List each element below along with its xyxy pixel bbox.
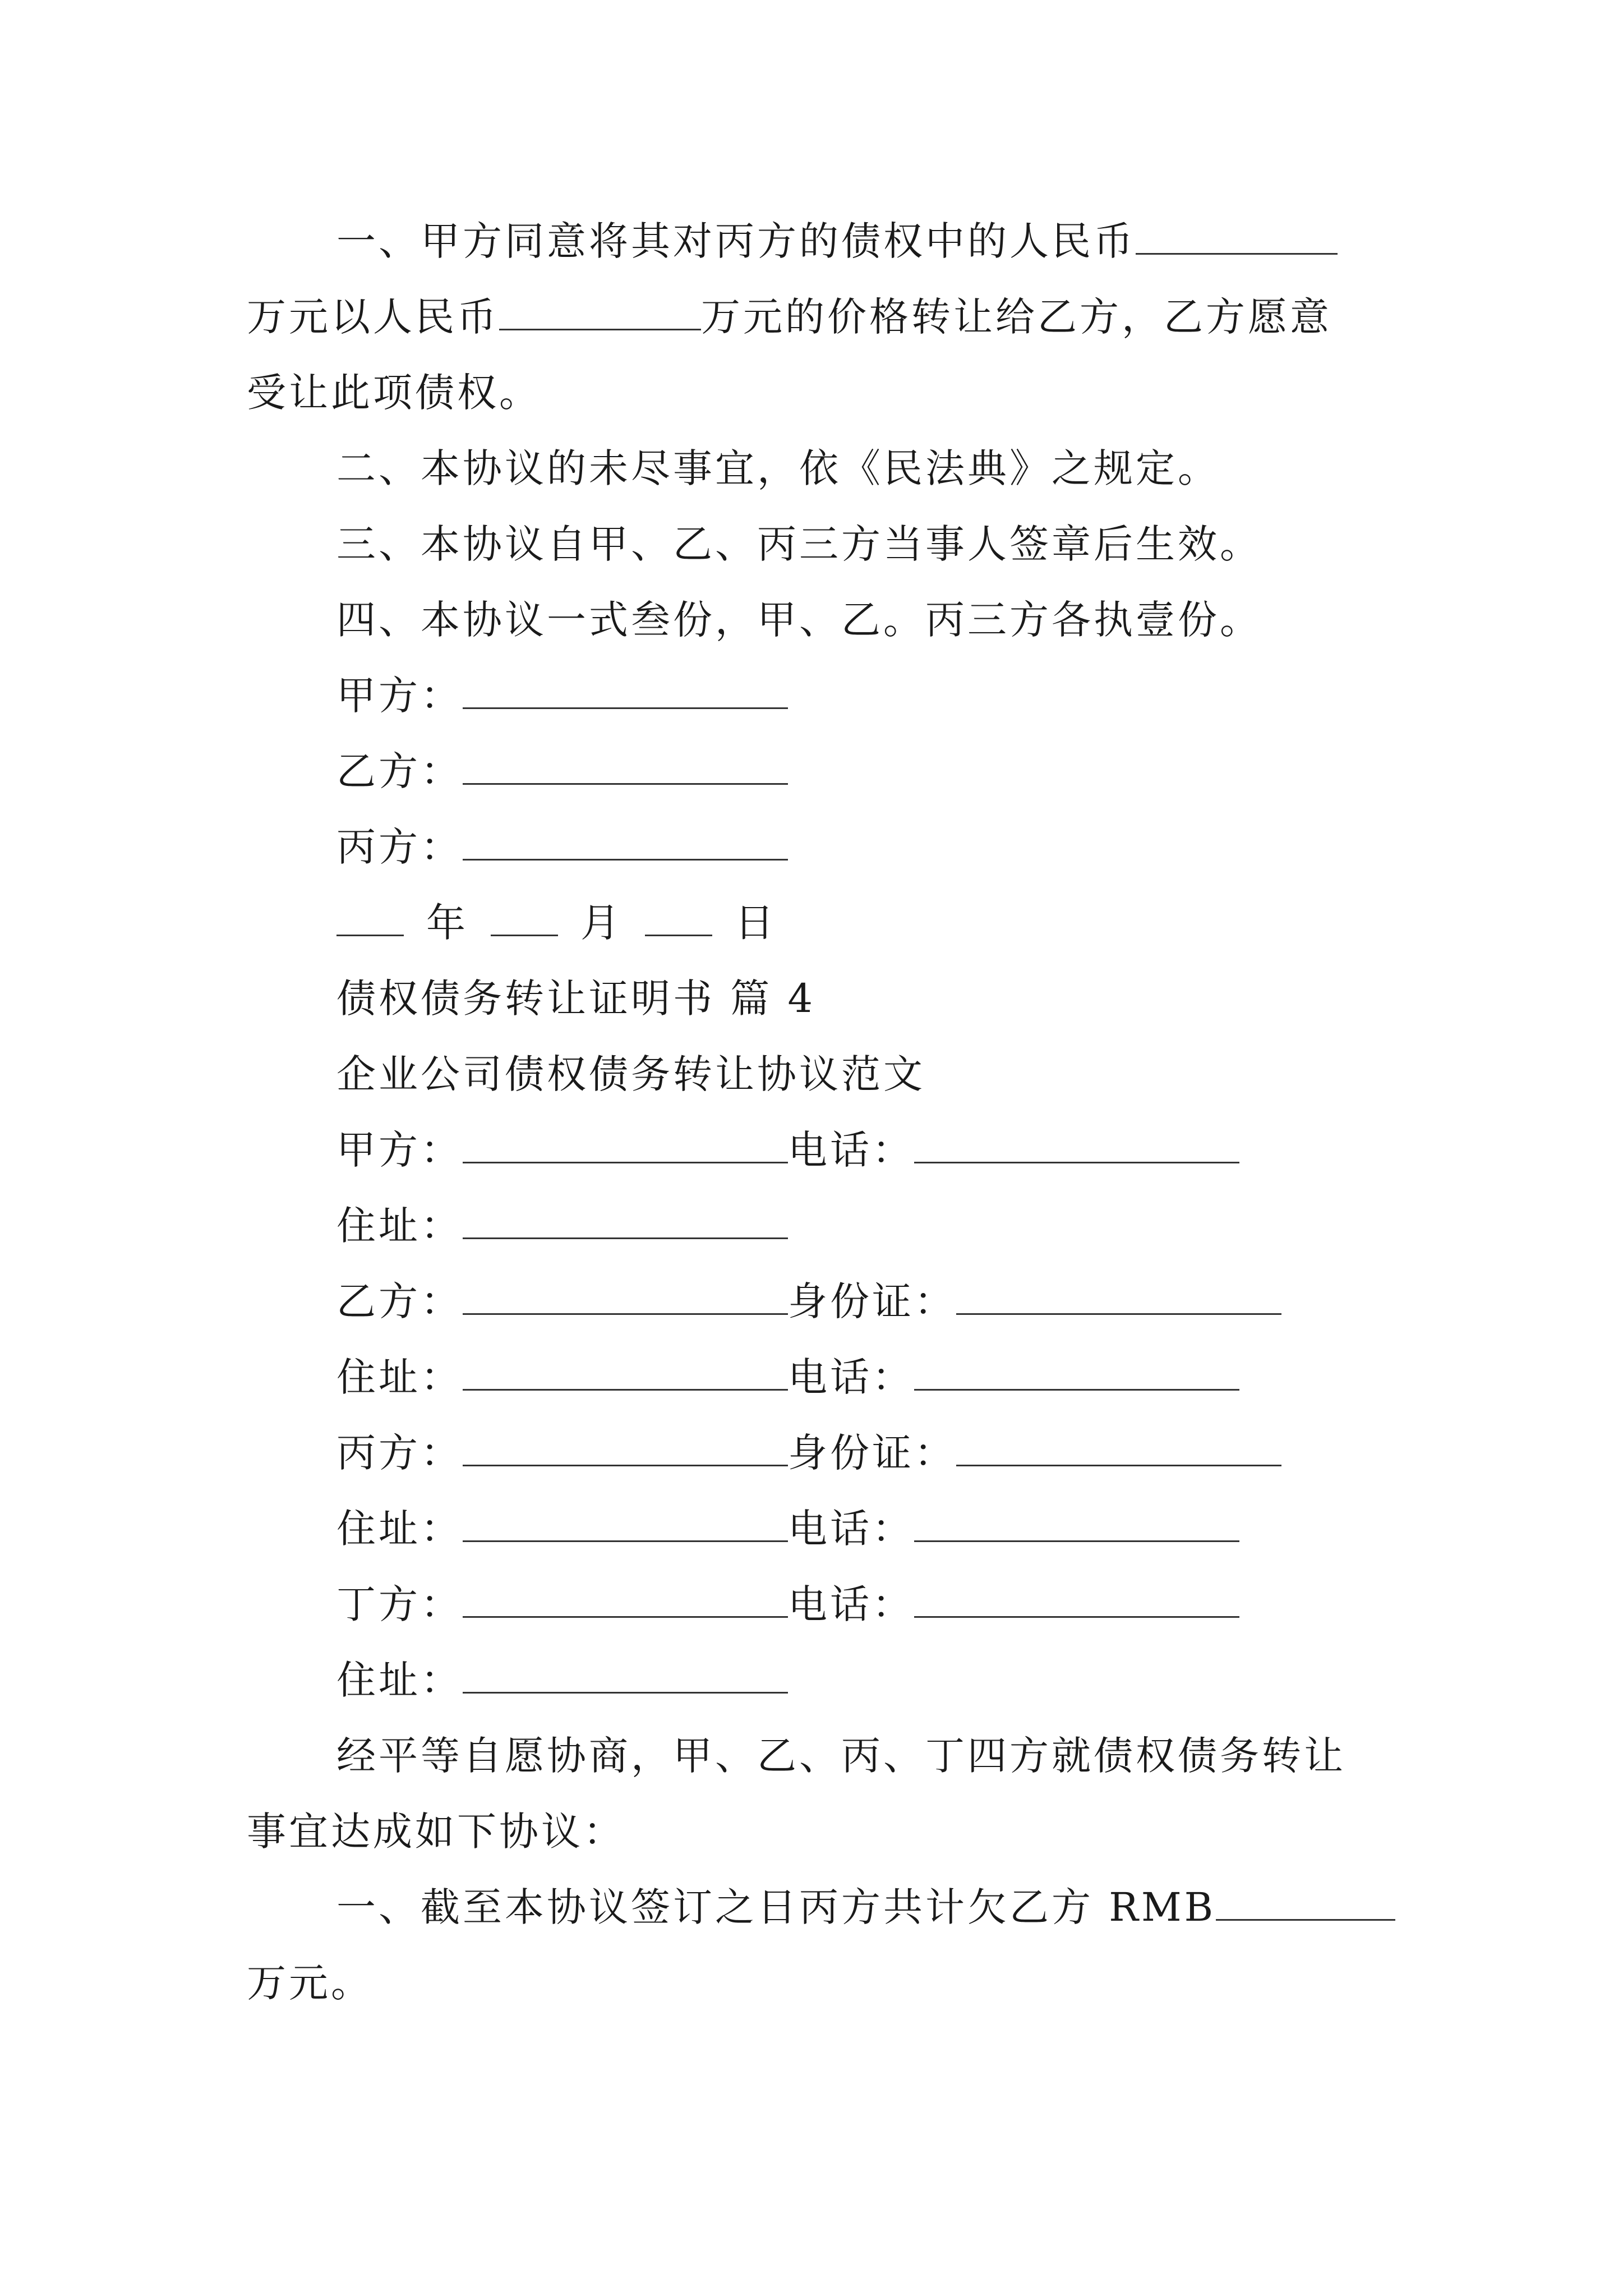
party-d-address-blank[interactable] xyxy=(463,1657,788,1694)
party-c-row: 丙方： 身份证： xyxy=(336,1428,1281,1478)
signature-party-a: 甲方： xyxy=(336,670,788,721)
article-1-line-2: 万元以人民币 万元的价格转让给乙方，乙方愿意 xyxy=(247,294,1332,340)
rmb-amount-blank[interactable] xyxy=(1216,1884,1395,1921)
party-d-row: 丁方： 电话： xyxy=(336,1579,1239,1630)
clause-1-line-2: 万元。 xyxy=(247,1960,373,2006)
party-b-name-blank[interactable] xyxy=(463,1278,788,1315)
party-d-address-row: 住址： xyxy=(336,1655,788,1705)
clause-1-line-1: 一、截至本协议签订之日丙方共计欠乙方 RMB xyxy=(336,1882,1395,1932)
party-c-signature-blank[interactable] xyxy=(463,824,788,861)
year-blank[interactable] xyxy=(336,900,404,936)
party-a-address-blank[interactable] xyxy=(463,1203,788,1239)
article-1-line-3: 受让此项债权。 xyxy=(247,370,541,416)
party-b-address-blank[interactable] xyxy=(463,1354,788,1391)
party-a-address-row: 住址： xyxy=(336,1200,788,1251)
party-a-row: 甲方： 电话： xyxy=(336,1125,1239,1175)
party-b-phone-blank[interactable] xyxy=(914,1354,1239,1391)
party-a-signature-blank[interactable] xyxy=(463,673,788,709)
party-b-id-blank[interactable] xyxy=(956,1278,1281,1315)
party-a-phone-blank[interactable] xyxy=(914,1127,1239,1163)
signature-date: 年 月 日 xyxy=(336,898,777,948)
article-3: 三、本协议自甲、乙、丙三方当事人签章后生效。 xyxy=(336,521,1262,567)
article-2: 二、本协议的未尽事宜，依《民法典》之规定。 xyxy=(336,445,1220,491)
party-b-row: 乙方： 身份证： xyxy=(336,1276,1281,1327)
month-blank[interactable] xyxy=(491,900,558,936)
party-c-name-blank[interactable] xyxy=(463,1430,788,1466)
party-d-name-blank[interactable] xyxy=(463,1581,788,1618)
party-b-address-row: 住址： 电话： xyxy=(336,1352,1239,1402)
day-blank[interactable] xyxy=(645,900,712,936)
document-title: 企业公司债权债务转让协议范文 xyxy=(336,1051,925,1097)
signature-party-b: 乙方： xyxy=(336,746,788,797)
party-b-signature-blank[interactable] xyxy=(463,748,788,785)
party-a-name-blank[interactable] xyxy=(463,1127,788,1163)
article-4: 四、本协议一式叁份，甲、乙。丙三方各执壹份。 xyxy=(336,597,1262,643)
party-c-id-blank[interactable] xyxy=(956,1430,1281,1466)
party-c-phone-blank[interactable] xyxy=(914,1506,1239,1542)
article-1-line-1: 一、甲方同意将其对丙方的债权中的人民币 xyxy=(336,216,1338,266)
amount-blank-1[interactable] xyxy=(1136,218,1338,255)
section-title: 债权债务转让证明书 篇 4 xyxy=(336,976,816,1022)
party-d-phone-blank[interactable] xyxy=(914,1581,1239,1618)
intro-line-2: 事宜达成如下协议： xyxy=(247,1809,625,1855)
party-c-address-row: 住址： 电话： xyxy=(336,1503,1239,1554)
signature-party-c: 丙方： xyxy=(336,822,788,872)
party-c-address-blank[interactable] xyxy=(463,1506,788,1542)
amount-blank-2[interactable] xyxy=(499,294,701,330)
intro-line-1: 经平等自愿协商，甲、乙、丙、丁四方就债权债务转让 xyxy=(336,1733,1346,1779)
